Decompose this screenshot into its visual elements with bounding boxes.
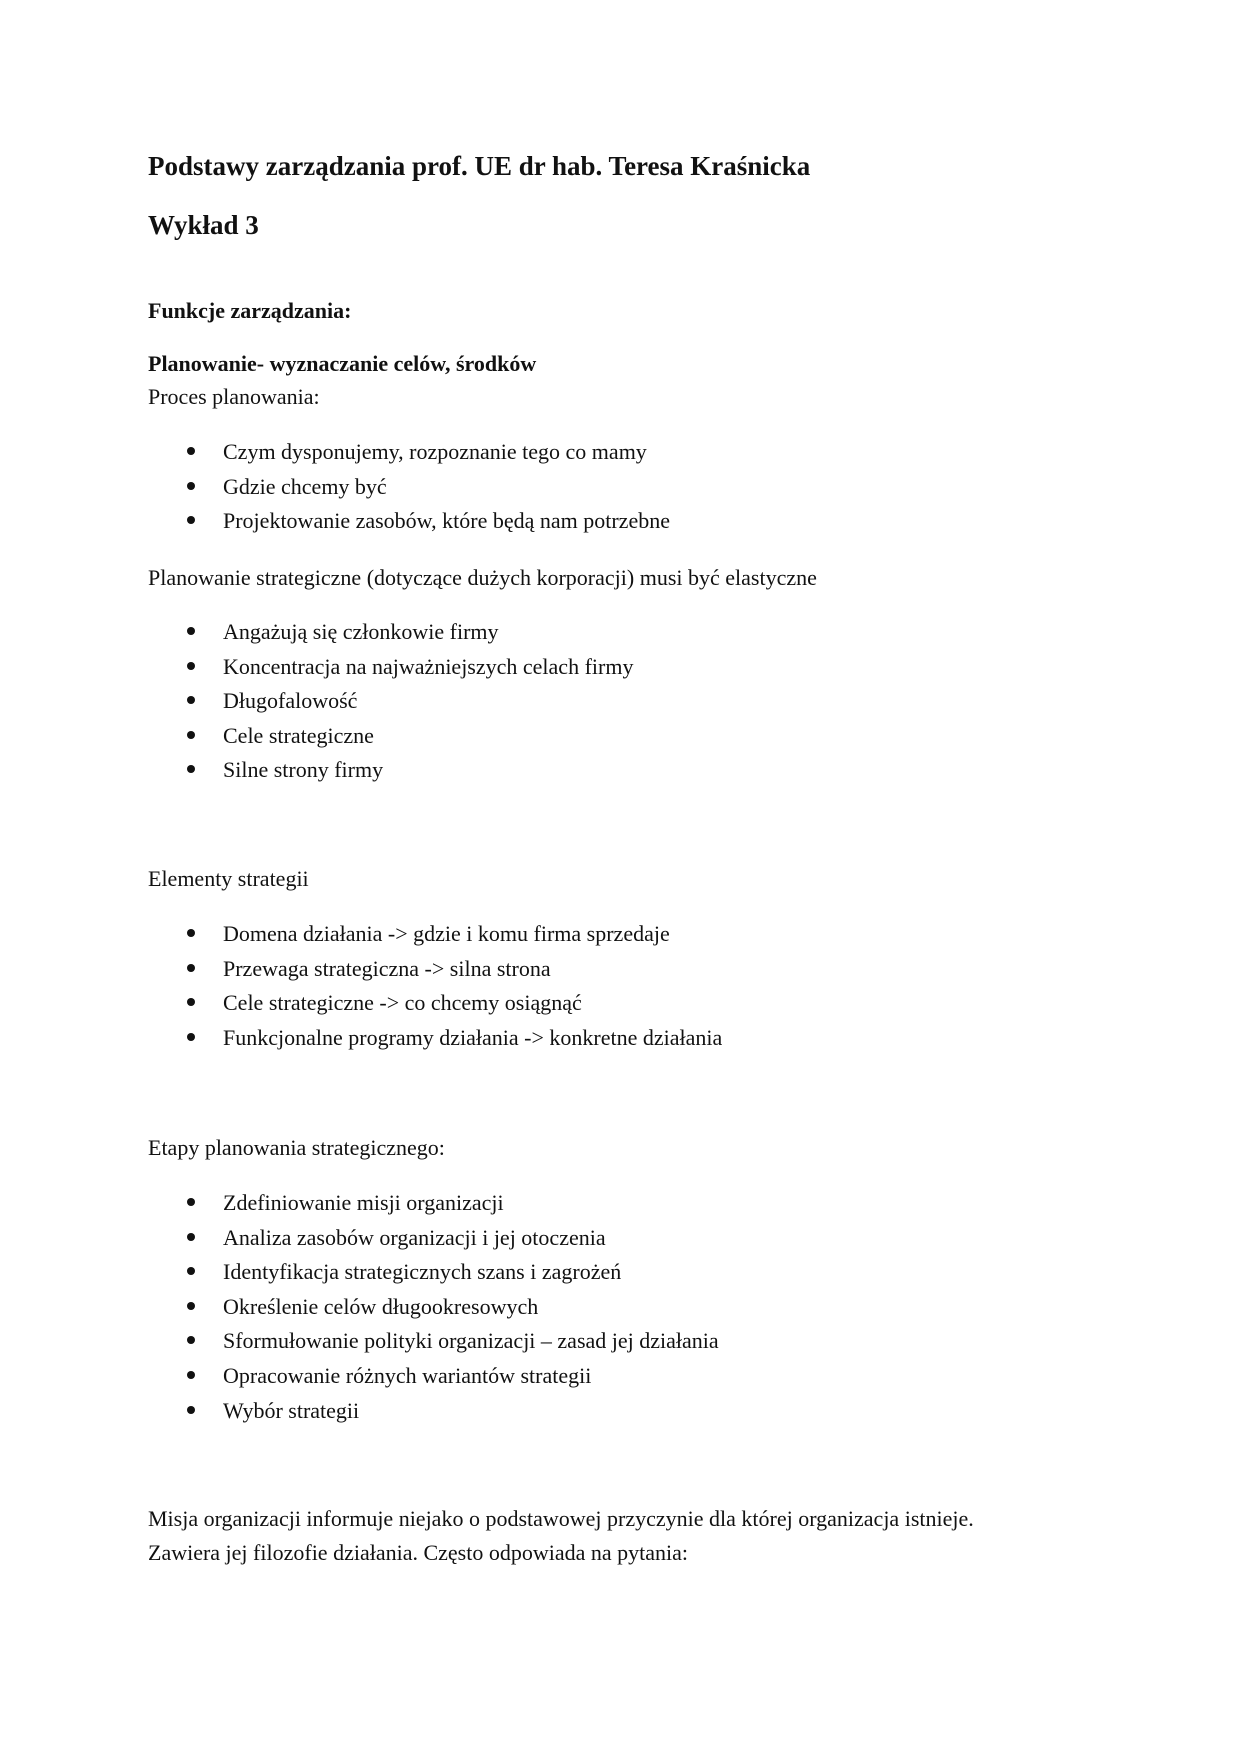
mission-paragraph-line-2: Zawiera jej filozofie działania. Często odpowiada na pytania: bbox=[148, 1540, 688, 1565]
list-item: Zdefiniowanie misji organizacji bbox=[184, 1192, 719, 1227]
list-item: Gdzie chcemy być bbox=[184, 476, 670, 511]
strategy-elements-label: Elementy strategii bbox=[148, 866, 309, 891]
bullet-icon bbox=[187, 1336, 195, 1344]
list-item: Czym dysponujemy, rozpoznanie tego co mamy bbox=[184, 441, 670, 476]
list-item: Przewaga strategiczna -> silna strona bbox=[184, 958, 722, 993]
list-item: Analiza zasobów organizacji i jej otoczenia bbox=[184, 1227, 719, 1262]
strategic-stages-list bbox=[184, 1192, 719, 1434]
strategic-planning-list bbox=[184, 621, 633, 794]
bullet-icon bbox=[187, 662, 195, 670]
list-item: Projektowanie zasobów, które będą nam potrzebne bbox=[184, 510, 670, 545]
list-item: Wybór strategii bbox=[184, 1400, 719, 1435]
mission-paragraph-line-1: Misja organizacji informuje niejako o podstawowej przyczynie dla której organizacja istnieje. bbox=[148, 1506, 974, 1531]
bullet-icon bbox=[187, 1198, 195, 1206]
list-item: Cele strategiczne bbox=[184, 725, 633, 760]
list-item: Angażują się członkowie firmy bbox=[184, 621, 633, 656]
bullet-icon bbox=[187, 627, 195, 635]
list-item: Opracowanie różnych wariantów strategii bbox=[184, 1365, 719, 1400]
bullet-icon bbox=[187, 731, 195, 739]
bullet-icon bbox=[187, 1233, 195, 1241]
list-item: Określenie celów długookresowych bbox=[184, 1296, 719, 1331]
list-item: Cele strategiczne -> co chcemy osiągnąć bbox=[184, 992, 722, 1027]
strategy-elements-list bbox=[184, 923, 722, 1061]
bullet-icon bbox=[187, 447, 195, 455]
planning-process-label: Proces planowania: bbox=[148, 384, 320, 409]
bullet-icon bbox=[187, 1406, 195, 1414]
planning-process-list bbox=[184, 441, 670, 545]
list-item: Identyfikacja strategicznych szans i zagrożeń bbox=[184, 1261, 719, 1296]
bullet-icon bbox=[187, 929, 195, 937]
bullet-icon bbox=[187, 1033, 195, 1041]
lecture-number: Wykład 3 bbox=[148, 210, 259, 240]
bullet-icon bbox=[187, 1267, 195, 1275]
planning-heading: Planowanie- wyznaczanie celów, środków bbox=[148, 351, 537, 376]
bullet-icon bbox=[187, 964, 195, 972]
bullet-icon bbox=[187, 1371, 195, 1379]
document-title: Podstawy zarządzania prof. UE dr hab. Teresa Kraśnicka bbox=[148, 151, 811, 181]
strategic-stages-label: Etapy planowania strategicznego: bbox=[148, 1135, 445, 1160]
bullet-icon bbox=[187, 1302, 195, 1310]
bullet-icon bbox=[187, 482, 195, 490]
list-item: Funkcjonalne programy działania -> konkretne działania bbox=[184, 1027, 722, 1062]
strategic-planning-text: Planowanie strategiczne (dotyczące dużych korporacji) musi być elastyczne bbox=[148, 565, 817, 590]
list-item: Domena działania -> gdzie i komu firma sprzedaje bbox=[184, 923, 722, 958]
bullet-icon bbox=[187, 516, 195, 524]
section-heading: Funkcje zarządzania: bbox=[148, 298, 352, 323]
list-item: Sformułowanie polityki organizacji – zasad jej działania bbox=[184, 1330, 719, 1365]
list-item: Koncentracja na najważniejszych celach firmy bbox=[184, 656, 633, 691]
bullet-icon bbox=[187, 696, 195, 704]
bullet-icon bbox=[187, 998, 195, 1006]
list-item: Silne strony firmy bbox=[184, 759, 633, 794]
list-item: Długofalowość bbox=[184, 690, 633, 725]
bullet-icon bbox=[187, 765, 195, 773]
